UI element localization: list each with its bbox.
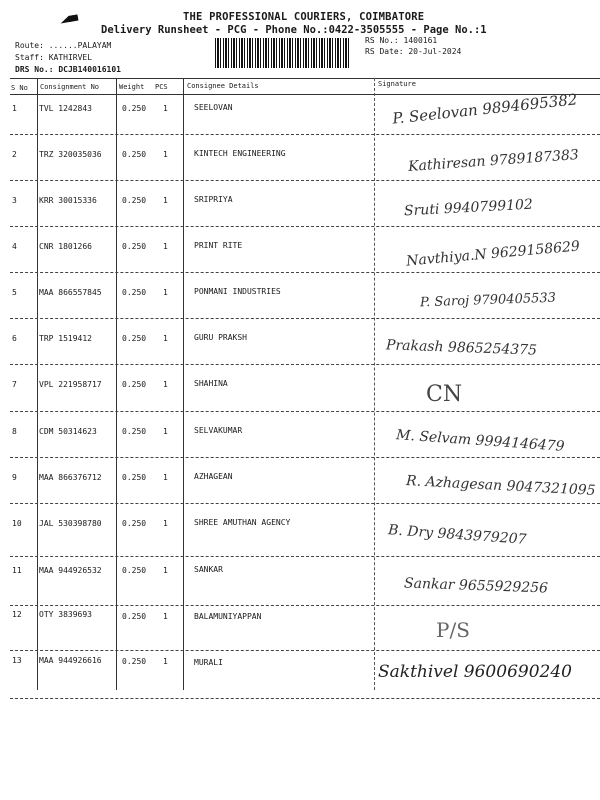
corner-mark-icon <box>60 14 79 23</box>
row-weight: 0.250 <box>122 427 147 436</box>
row-signature: P. Seelovan 9894695382 <box>391 90 579 128</box>
drs-number: DRS No.: DCJB140016101 <box>15 65 121 74</box>
row-consignee: AZHAGEAN <box>194 472 233 481</box>
row-pcs: 1 <box>163 657 168 666</box>
row-weight: 0.250 <box>122 150 147 159</box>
row-weight: 0.250 <box>122 519 147 528</box>
row-sno: 8 <box>12 427 17 436</box>
row-pcs: 1 <box>163 150 168 159</box>
row-consignee: PONMANI INDUSTRIES <box>194 287 281 296</box>
row-pcs: 1 <box>163 612 168 621</box>
row-signature: Kathiresan 9789187383 <box>407 147 580 175</box>
row-consignment: TVL 1242843 <box>39 104 92 113</box>
row-sno: 1 <box>12 104 17 113</box>
row-pcs: 1 <box>163 288 168 297</box>
row-signature: P/S <box>436 618 470 642</box>
row-sno: 12 <box>12 610 22 619</box>
row-pcs: 1 <box>163 104 168 113</box>
row-pcs: 1 <box>163 242 168 251</box>
row-consignment: MAA 866557845 <box>39 288 102 297</box>
row-divider <box>10 272 600 273</box>
col-rule-2 <box>116 78 117 690</box>
row-consignee: SHREE AMUTHAN AGENCY <box>194 518 291 527</box>
row-pcs: 1 <box>163 380 168 389</box>
row-pcs: 1 <box>163 473 168 482</box>
row-signature: Sakthivel 9600690240 <box>378 662 572 682</box>
row-consignee: GURU PRAKSH <box>194 333 247 342</box>
row-consignee: BALAMUNIYAPPAN <box>194 612 262 621</box>
row-sno: 9 <box>12 473 17 482</box>
row-weight: 0.250 <box>122 380 147 389</box>
row-pcs: 1 <box>163 427 168 436</box>
col-header-consignee: Consignee Details <box>187 82 259 90</box>
col-rule-1 <box>37 78 38 690</box>
col-header-sno: S No <box>11 84 28 92</box>
row-signature: Prakash 9865254375 <box>385 337 538 359</box>
runsheet-title: Delivery Runsheet - PCG - Phone No.:0422-3505555 - Page No.:1 <box>101 24 487 36</box>
row-weight: 0.250 <box>122 334 147 343</box>
row-sno: 7 <box>12 380 17 389</box>
row-sno: 11 <box>12 566 22 575</box>
row-signature: Navthiya.N 9629158629 <box>405 238 581 270</box>
row-consignment: OTY 3839693 <box>39 610 92 619</box>
row-divider <box>10 650 600 651</box>
row-consignment: VPL 221958717 <box>39 380 102 389</box>
row-weight: 0.250 <box>122 288 147 297</box>
col-header-signature: Signature <box>378 80 416 88</box>
row-consignee: SHAHINA <box>194 379 228 388</box>
row-consignment: CDM 50314623 <box>39 427 97 436</box>
route-label: Route: ......PALAYAM <box>15 41 112 50</box>
row-weight: 0.250 <box>122 104 147 113</box>
row-divider <box>10 605 600 606</box>
staff-label: Staff: KATHIRVEL <box>15 53 93 62</box>
row-consignment: TRZ 320035036 <box>39 150 102 159</box>
row-signature: CN <box>426 382 463 407</box>
row-divider <box>10 698 600 699</box>
barcode <box>215 38 350 68</box>
row-divider <box>10 411 600 412</box>
row-consignee: SEELOVAN <box>194 103 233 112</box>
row-signature: Sruti 9940799102 <box>403 196 534 220</box>
row-weight: 0.250 <box>122 473 147 482</box>
table-top-rule <box>10 78 600 79</box>
row-divider <box>10 134 600 135</box>
row-divider <box>10 457 600 458</box>
row-consignment: KRR 30015336 <box>39 196 97 205</box>
row-signature: B. Dry 9843979207 <box>387 522 527 548</box>
row-signature: P. Saroj 9790405533 <box>419 290 557 311</box>
row-consignment: CNR 1801266 <box>39 242 92 251</box>
row-sno: 6 <box>12 334 17 343</box>
row-weight: 0.250 <box>122 196 147 205</box>
row-pcs: 1 <box>163 519 168 528</box>
row-consignee: KINTECH ENGINEERING <box>194 149 286 158</box>
row-divider <box>10 503 600 504</box>
row-consignment: MAA 944926616 <box>39 656 102 665</box>
row-signature: Sankar 9655929256 <box>403 575 549 597</box>
company-title: THE PROFESSIONAL COURIERS, COIMBATORE <box>183 11 425 23</box>
row-pcs: 1 <box>163 334 168 343</box>
row-weight: 0.250 <box>122 612 147 621</box>
row-pcs: 1 <box>163 196 168 205</box>
row-signature: R. Azhagesan 9047321095 <box>405 473 596 499</box>
col-header-weight: Weight <box>119 83 145 91</box>
row-sno: 10 <box>12 519 22 528</box>
col-header-pcs: PCS <box>155 83 168 91</box>
row-pcs: 1 <box>163 566 168 575</box>
row-sno: 3 <box>12 196 17 205</box>
row-consignee: PRINT RITE <box>194 241 243 250</box>
row-weight: 0.250 <box>122 657 147 666</box>
rs-date: RS Date: 20-Jul-2024 <box>365 47 462 56</box>
row-consignment: MAA 866376712 <box>39 473 102 482</box>
row-weight: 0.250 <box>122 566 147 575</box>
col-rule-3 <box>183 78 184 690</box>
rs-number: RS No.: 1400161 <box>365 36 438 45</box>
row-consignee: SELVAKUMAR <box>194 426 243 435</box>
col-rule-4 <box>374 78 375 690</box>
row-consignee: SRIPRIYA <box>194 195 233 204</box>
row-consignment: MAA 944926532 <box>39 566 102 575</box>
row-consignee: MURALI <box>194 658 223 667</box>
row-weight: 0.250 <box>122 242 147 251</box>
row-sno: 5 <box>12 288 17 297</box>
row-divider <box>10 180 600 181</box>
row-consignment: JAL 530398780 <box>39 519 102 528</box>
col-header-consignment: Consignment No <box>40 83 100 91</box>
table-header-rule <box>10 94 600 95</box>
row-consignee: SANKAR <box>194 565 223 574</box>
row-divider <box>10 364 600 365</box>
row-sno: 2 <box>12 150 17 159</box>
row-divider <box>10 318 600 319</box>
row-sno: 13 <box>12 656 22 665</box>
row-sno: 4 <box>12 242 17 251</box>
row-signature: M. Selvam 9994146479 <box>395 427 566 455</box>
row-divider <box>10 556 600 557</box>
row-consignment: TRP 1519412 <box>39 334 92 343</box>
row-divider <box>10 226 600 227</box>
